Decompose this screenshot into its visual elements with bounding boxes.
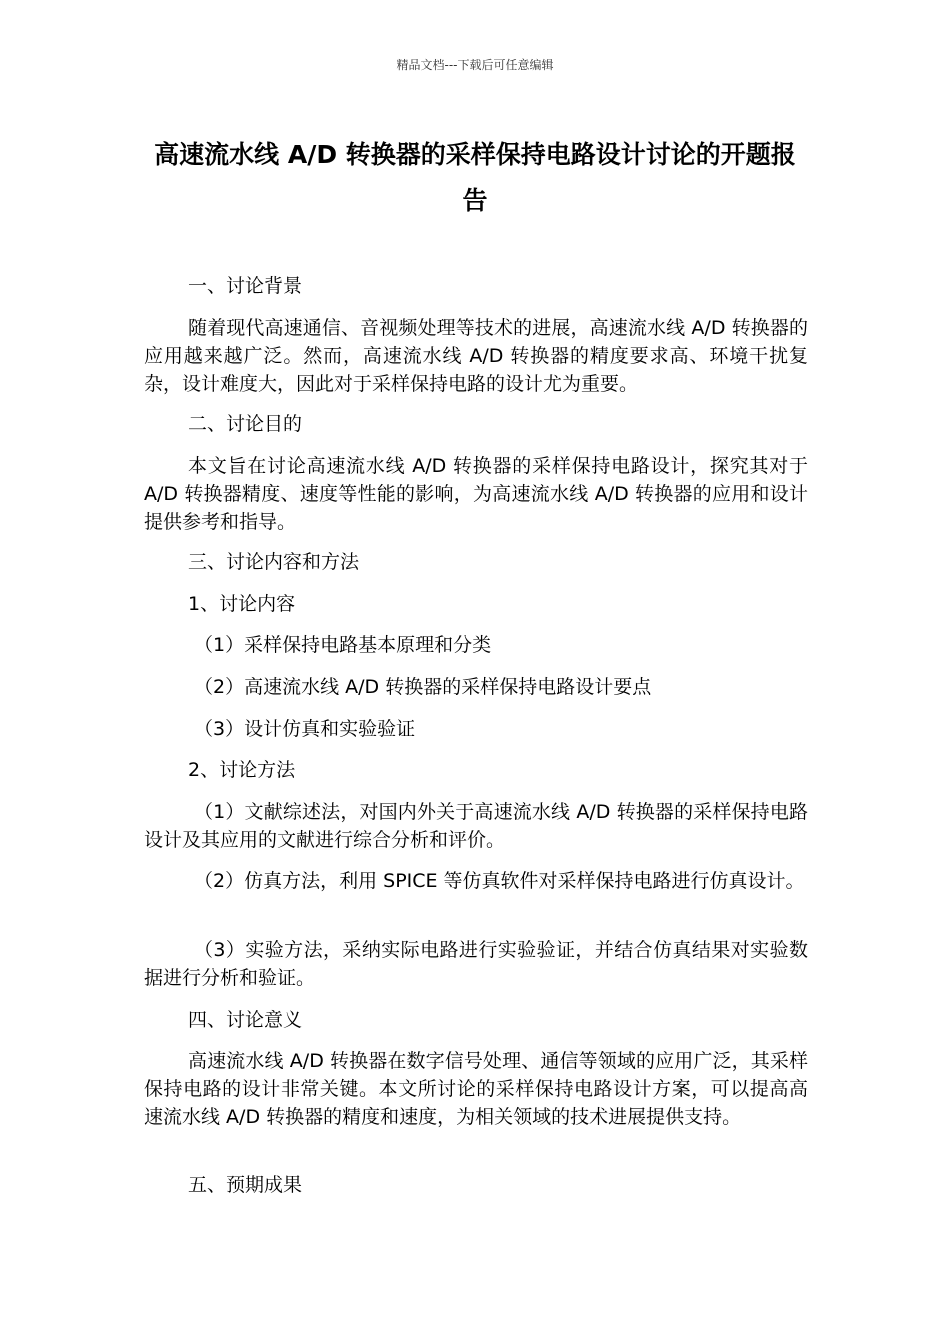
list-item-content-3: （3）设计仿真和实验验证: [194, 718, 416, 740]
paragraph-significance: 高速流水线 A/D 转换器在数字信号处理、通信等领域的应用广泛，其采样保持电路的设计非常关键。本文所讨论的采样保持电路设计方案，可以提高高速流水线 A/D 转换器的精度和速度，为相关领域的技术进展提供支持。: [144, 1050, 808, 1128]
list-item-content-1: （1）采样保持电路基本原理和分类: [194, 634, 492, 656]
section-heading-background: 一、讨论背景: [188, 275, 303, 297]
section-heading-expected-results: 五、预期成果: [188, 1174, 303, 1196]
section-heading-purpose: 二、讨论目的: [188, 413, 303, 435]
list-item-method-3: （3）实验方法，采纳实际电路进行实验验证，并结合仿真结果对实验数据进行分析和验证。: [144, 939, 808, 989]
subheading-methods: 2、讨论方法: [188, 759, 296, 781]
subheading-content: 1、讨论内容: [188, 593, 296, 615]
paragraph-purpose: 本文旨在讨论高速流水线 A/D 转换器的采样保持电路设计，探究其对于 A/D 转换器精度、速度等性能的影响，为高速流水线 A/D 转换器的应用和设计提供参考和指导。: [144, 455, 808, 533]
header-note: 精品文档---下载后可任意编辑: [396, 58, 554, 72]
document-title: 高速流水线 A/D 转换器的采样保持电路设计讨论的开题报告: [154, 140, 796, 215]
list-item-method-1: （1）文献综述法，对国内外关于高速流水线 A/D 转换器的采样保持电路设计及其应用的文献进行综合分析和评价。: [144, 801, 808, 851]
list-item-content-2: （2）高速流水线 A/D 转换器的采样保持电路设计要点: [194, 676, 652, 698]
paragraph-background: 随着现代高速通信、音视频处理等技术的进展，高速流水线 A/D 转换器的应用越来越广泛。然而，高速流水线 A/D 转换器的精度要求高、环境干扰复杂，设计难度大，因此对于采样保持电路的设计尤为重要。: [144, 317, 808, 395]
section-heading-significance: 四、讨论意义: [188, 1009, 303, 1031]
list-item-method-2: （2）仿真方法，利用 SPICE 等仿真软件对采样保持电路进行仿真设计。: [194, 870, 805, 892]
section-heading-content-methods: 三、讨论内容和方法: [188, 551, 360, 573]
